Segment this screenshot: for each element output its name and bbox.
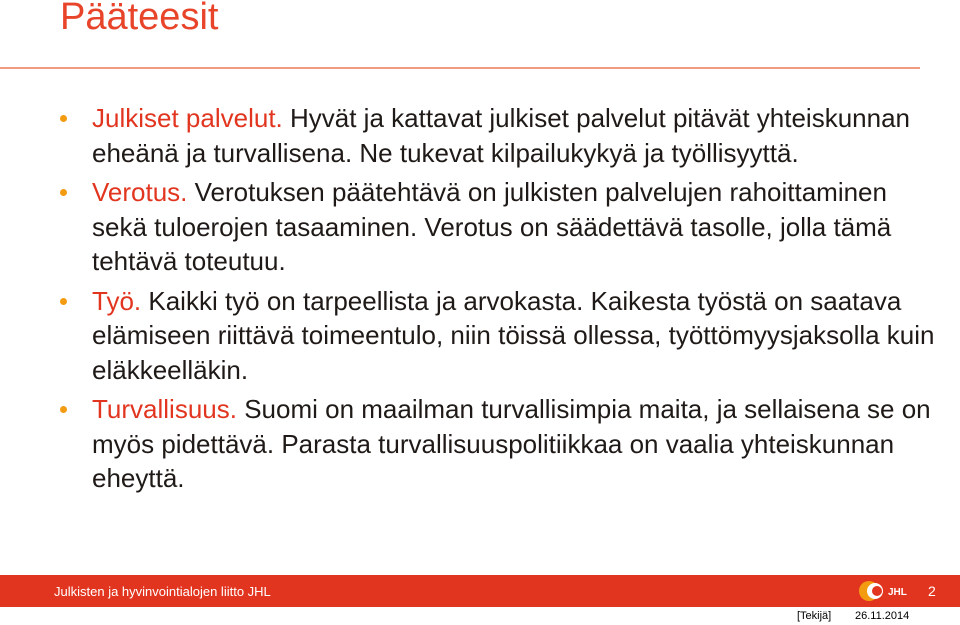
bullet-item — [60, 284, 940, 388]
bullet-item — [60, 392, 940, 496]
bullet-text: Verotuksen päätehtävä on julkisten palvelujen rahoittaminen sekä tuloerojen tasaaminen. Verotus on säädettävä tasolle, jolla tämä tehtävä toteutuu. — [92, 177, 892, 276]
bullet-lead: Työ. — [92, 285, 142, 316]
bullet-text: Kaikki työ on tarpeellista ja arvokasta. Kaikesta työstä on saatava elämiseen riittävä toimeentulo, niin töissä ollessa, työttömyysjaksolla kuin eläkkeelläkin. — [92, 285, 935, 385]
author-field: [Tekijä] — [797, 610, 832, 622]
bullet-dot-icon — [60, 189, 67, 196]
footer-organization: Julkisten ja hyvinvointialojen liitto JHL — [54, 584, 271, 599]
bullet-lead: Julkiset palvelut. — [92, 103, 283, 133]
bullet-text: Suomi on maailman turvallisimpia maita, ja sellaisena se on myös pidettävä. Parasta turvallisuuspolitiikkaa on vaalia yhteiskunnan eheyttä. — [92, 394, 931, 493]
page-number: 2 — [928, 583, 936, 599]
bullet-dot-icon — [60, 406, 67, 413]
title-underline — [0, 67, 920, 69]
bullet-text: Hyvät ja kattavat julkiset palvelut pitävät yhteiskunnan eheänä ja turvallisena. Ne tukevat kilpailukykyä ja työllisyyttä. — [92, 103, 910, 168]
bullet-item — [60, 101, 940, 170]
slide-title: Pääteesit — [60, 0, 219, 38]
bullet-lead: Turvallisuus. — [92, 394, 237, 424]
logo-text: JHL — [888, 587, 907, 598]
bullet-dot-icon — [60, 298, 67, 305]
bullet-item — [60, 175, 940, 279]
bullet-list — [60, 101, 940, 501]
date-field: 26.11.2014 — [855, 610, 910, 622]
bullet-dot-icon — [60, 115, 67, 122]
jhl-logo-icon — [858, 580, 918, 602]
bullet-lead: Verotus. — [92, 177, 188, 207]
